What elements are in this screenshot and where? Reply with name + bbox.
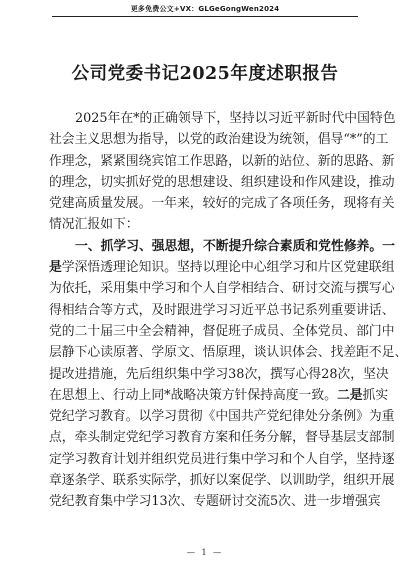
page-number: — 1 — (186, 548, 224, 557)
body-line: 为依托，采用集中学习和个人自学相结合、研讨交流与撰写心 (49, 281, 395, 297)
body-line: 社会主义思想为指导，以党的政治建设为统领，倡导“*”的工 (49, 132, 389, 148)
body-line: 作理念，紧紧围绕宾馆工作思路，以新的站位、新的思路、新 (49, 153, 395, 169)
body-line: 得相结合等方式，及时跟进学习习近平总书记系列重要讲话、 (49, 302, 395, 318)
body-line: 点，牵头制定党纪学习教育方案和任务分解，督导基层支部制 (49, 430, 395, 446)
body-line: 的理念，切实抓好党的思想建设、组织建设和作风建设，推动 (49, 174, 395, 190)
header-divider (52, 16, 358, 17)
body-line: 层静下心读原著、学原文、悟原理，谈认识体会、找差距不足、 (49, 345, 408, 361)
body-line: 党的二十届三中全会精神，督促班子成员、全体党员、部门中 (49, 323, 395, 339)
body-line: 是学深悟透理论知识。坚持以理论中心组学习和片区党建联组 (49, 260, 395, 276)
document-title: 公司党委书记2025年度述职报告 (71, 64, 339, 84)
body-line: 定学习教育计划并组织党员进行集中学习和个人自学，坚持逐 (49, 451, 395, 467)
body-line: 提改进措施，先后组织集中学习38次，撰写心得28次，坚决 (49, 366, 389, 382)
body-line: 党纪学习教育。以学习贯彻《中国共产党纪律处分条例》为重 (49, 409, 395, 425)
document-body (49, 108, 408, 513)
body-line: 党建高质量发展。一年来，较好的完成了各项任务，现将有关 (49, 196, 395, 212)
body-line: 情况汇报如下： (49, 217, 139, 233)
document-header-note: 更多免费公文+VX：GLGeGongWen2024 (130, 5, 280, 13)
body-line: 在思想上、行动上同*战略决策方针保持高度一致。二是抓实 (49, 387, 389, 403)
section-heading-line: 一、抓学习、强思想，不断提升综合素质和党性修养。一 (75, 238, 395, 254)
body-line: 章逐条学、联系实际学，抓好以案促学、以训助学，组织开展 (49, 473, 395, 489)
body-line: 2025年在*的正确领导下，坚持以习近平新时代中国特色 (75, 111, 396, 126)
body-line: 党纪教育集中学习13次、专题研讨交流5次、进一步增强宾 (49, 494, 381, 510)
